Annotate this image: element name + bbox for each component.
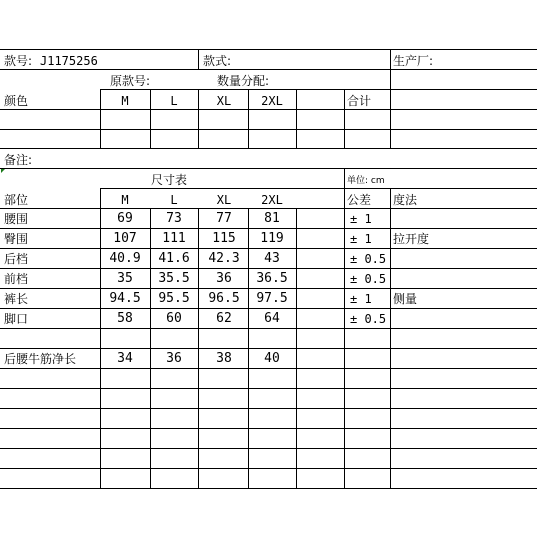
size-chart-value: 69 xyxy=(117,211,133,226)
extra-row-l: 36 xyxy=(166,351,182,366)
size-chart-value: 119 xyxy=(260,231,284,246)
tolerance-label: 公差 xyxy=(347,193,372,207)
extra-row-xl: 38 xyxy=(216,351,232,366)
tolerance-value: ± 1 xyxy=(350,232,372,246)
grid-hline xyxy=(0,248,537,249)
method-note: 侧量 xyxy=(393,292,418,306)
unit-label: 单位: cm xyxy=(347,176,385,186)
grid-vline xyxy=(100,89,101,148)
grid-vline xyxy=(296,208,297,488)
grid-hline xyxy=(100,89,537,90)
grid-hline xyxy=(0,228,537,229)
grid-vline xyxy=(198,49,199,69)
grid-hline xyxy=(0,408,537,409)
size-chart-value: 42.3 xyxy=(208,251,240,266)
grid-vline xyxy=(390,49,391,148)
size-chart-part: 后档 xyxy=(4,252,29,266)
qty-size-l: L xyxy=(170,94,178,108)
grid-hline xyxy=(0,488,537,489)
grid-hline xyxy=(0,348,537,349)
grid-hline xyxy=(0,49,537,50)
extra-row-part: 后腰牛筋净长 xyxy=(4,352,77,366)
size-chart-title: 尺寸表 xyxy=(151,173,188,187)
grid-vline xyxy=(248,208,249,488)
size-chart-value: 73 xyxy=(166,211,182,226)
size-chart-value: 35 xyxy=(117,271,133,286)
grid-vline xyxy=(390,188,391,488)
size-chart-value: 64 xyxy=(264,311,280,326)
size-chart-part: 臀围 xyxy=(4,232,29,246)
factory-label: 生产厂: xyxy=(393,54,434,68)
grid-vline xyxy=(100,188,101,488)
remarks-label: 备注: xyxy=(4,153,33,167)
grid-hline xyxy=(0,448,537,449)
qty-size-xl: XL xyxy=(216,94,232,108)
size-chart-value: 96.5 xyxy=(208,291,240,306)
grid-hline xyxy=(0,328,537,329)
style-label: 款式: xyxy=(203,54,232,68)
tolerance-value: ± 1 xyxy=(350,212,372,226)
grid-hline xyxy=(0,148,537,149)
size-chart-value: 36 xyxy=(216,271,232,286)
size-chart-value: 107 xyxy=(113,231,137,246)
size-chart-value: 97.5 xyxy=(256,291,288,306)
grid-hline xyxy=(0,388,537,389)
extra-row-2xl: 40 xyxy=(264,351,280,366)
size-chart-value: 62 xyxy=(216,311,232,326)
grid-hline xyxy=(0,69,537,70)
chart-size-2xl: 2XL xyxy=(261,193,283,207)
style-no-value: J1175256 xyxy=(40,54,98,68)
chart-size-m: M xyxy=(121,193,129,207)
size-chart-value: 81 xyxy=(264,211,280,226)
qty-size-2xl: 2XL xyxy=(261,94,283,108)
size-chart-value: 95.5 xyxy=(158,291,190,306)
size-chart-value: 60 xyxy=(166,311,182,326)
grid-vline xyxy=(248,89,249,148)
color-label: 颜色 xyxy=(4,94,29,108)
grid-hline xyxy=(0,268,537,269)
method-note: 拉开度 xyxy=(393,232,430,246)
grid-hline xyxy=(0,428,537,429)
size-chart-value: 58 xyxy=(117,311,133,326)
size-chart-value: 40.9 xyxy=(109,251,141,266)
size-chart-part: 腰围 xyxy=(4,212,29,226)
tolerance-value: ± 0.5 xyxy=(350,312,387,326)
size-chart-value: 111 xyxy=(162,231,186,246)
size-chart-part: 前档 xyxy=(4,272,29,286)
grid-hline xyxy=(0,368,537,369)
grid-hline xyxy=(0,468,537,469)
grid-hline xyxy=(0,308,537,309)
grid-hline xyxy=(0,109,537,110)
qty-size-m: M xyxy=(121,94,129,108)
size-chart-value: 77 xyxy=(216,211,232,226)
size-chart-value: 43 xyxy=(264,251,280,266)
grid-vline xyxy=(150,208,151,488)
grid-hline xyxy=(0,129,537,130)
tolerance-value: ± 0.5 xyxy=(350,252,387,266)
chart-size-l: L xyxy=(170,193,178,207)
size-chart-part: 裤长 xyxy=(4,292,29,306)
grid-hline xyxy=(0,168,537,169)
grid-vline xyxy=(296,89,297,148)
size-chart-value: 41.6 xyxy=(158,251,190,266)
size-chart-part: 脚口 xyxy=(4,312,29,326)
grid-hline xyxy=(0,208,537,209)
orig-style-no-label: 原款号: xyxy=(110,74,151,88)
extra-row-m: 34 xyxy=(117,351,133,366)
total-label: 合计 xyxy=(347,94,372,108)
size-chart-value: 36.5 xyxy=(256,271,288,286)
part-label: 部位 xyxy=(4,193,29,207)
style-no-label: 款号: xyxy=(4,54,33,68)
grid-hline xyxy=(0,288,537,289)
grid-vline xyxy=(344,89,345,148)
grid-vline xyxy=(198,208,199,488)
size-chart-value: 35.5 xyxy=(158,271,190,286)
tolerance-value: ± 1 xyxy=(350,292,372,306)
grid-hline xyxy=(100,188,537,189)
size-chart-value: 94.5 xyxy=(109,291,141,306)
grid-vline xyxy=(344,168,345,488)
chart-size-xl: XL xyxy=(216,193,232,207)
size-chart-value: 115 xyxy=(212,231,236,246)
grid-vline xyxy=(150,89,151,148)
method-label: 度法 xyxy=(393,193,418,207)
tolerance-value: ± 0.5 xyxy=(350,272,387,286)
grid-vline xyxy=(198,89,199,148)
qty-alloc-label: 数量分配: xyxy=(217,74,270,88)
